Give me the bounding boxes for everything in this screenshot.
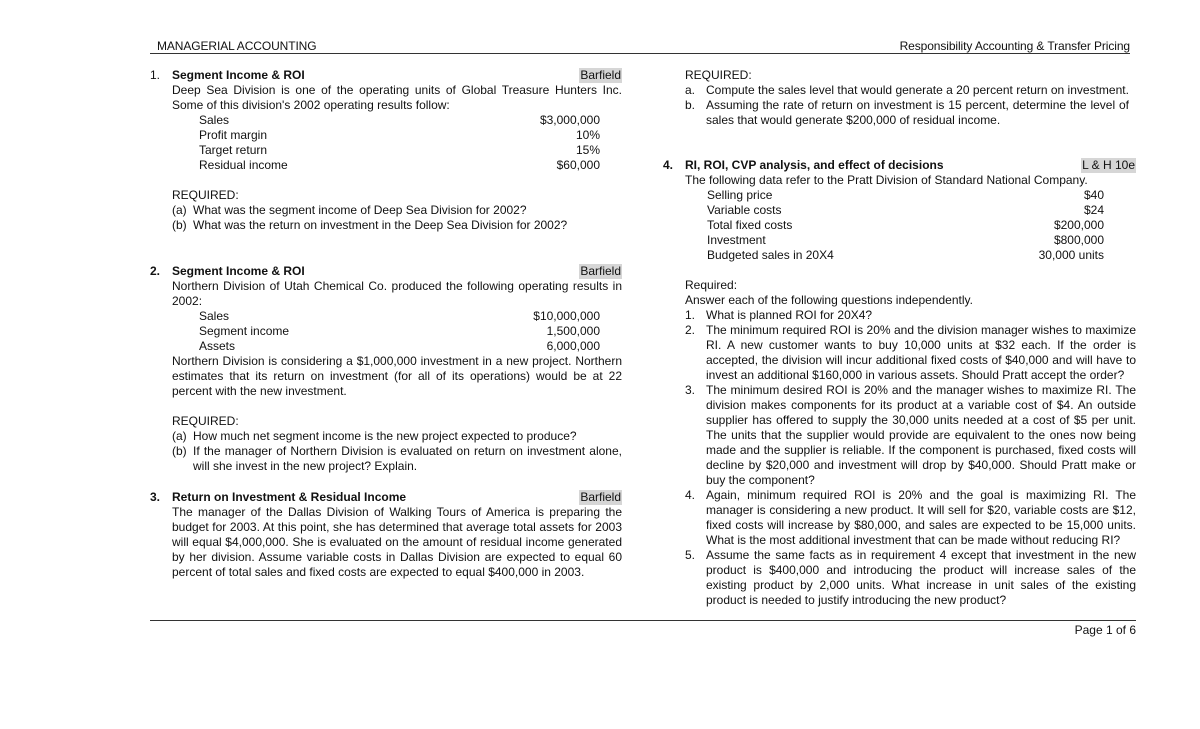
list-item: 3. The minimum desired ROI is 20% and the manager wishes to maximize RI. The division makes components for its product at a variable cost of $4. An outside supplier has offered to supply the 30,000 units needed at a cost of $5 per unit. The units that the supplier would provide are equivalent to the ones now being made and the supplier is reliable. If the component is purchased, fixed costs will decline by $20,000 and investment will drop by $40,000. Should Pratt make or buy the component? — [685, 383, 1136, 487]
problem-1 — [150, 68, 622, 233]
footer-rule — [150, 620, 1136, 621]
data-table — [199, 309, 600, 354]
required-label: Required: — [685, 278, 738, 292]
source-tag: L & H 10e — [1082, 158, 1135, 172]
table-row: Budgeted sales in 20X4 30,000 units — [707, 248, 1104, 262]
list-item: b. Assuming the rate of return on investment is 15 percent, determine the level of sales that would generate $200,000 of residual income. — [685, 98, 1129, 127]
table-row: Investment $800,000 — [707, 233, 1104, 247]
header-left: MANAGERIAL ACCOUNTING — [157, 39, 317, 53]
data-table — [707, 188, 1104, 263]
problem-number: 3. — [150, 490, 161, 504]
table-row: Sales $10,000,000 — [199, 309, 600, 323]
problem-number: 2. — [150, 264, 161, 278]
table-row: Variable costs $24 — [707, 203, 1104, 217]
table-row: Assets 6,000,000 — [199, 339, 600, 353]
list-item: a. Compute the sales level that would generate a 20 percent return on investment. — [685, 83, 1129, 97]
table-row: Target return 15% — [199, 143, 600, 157]
list-item: 4. Again, minimum required ROI is 20% and the goal is maximizing RI. The manager is considering a new product. It will sell for $20, variable costs are $12, fixed costs will increase by $80,000, and sales are expected to be 15,000 units. What is the most additional investment that can be made without reducing RI? — [685, 488, 1136, 547]
problem-3 — [150, 490, 622, 580]
problem-title: Return on Investment & Residual Income Barfield — [172, 490, 621, 504]
header-rule — [150, 53, 1130, 54]
list-item: 5. Assume the same facts as in requirement 4 except that investment in the new product is $400,000 and introducing the product will increase sales of the existing product by 2,000 units. What increase in unit sales of the existing product is needed to justify introducing the new product? — [685, 548, 1136, 607]
problem-intro: Northern Division of Utah Chemical Co. produced the following operating results in 2002: — [172, 279, 622, 308]
source-tag: Barfield — [580, 490, 621, 504]
problem-number: 4. — [663, 158, 674, 172]
list-item: (b) What was the return on investment in the Deep Sea Division for 2002? — [172, 218, 568, 232]
list-item: 2. The minimum required ROI is 20% and the division manager wishes to maximize RI. A new customer wants to buy 10,000 units at $32 each. If the order is accepted, the division will incur additional fixed costs of $40,000 and will have to invest an additional $160,000 in various assets. Should Pratt accept the order? — [685, 323, 1136, 382]
required-label: REQUIRED: — [172, 414, 239, 428]
table-row: Total fixed costs $200,000 — [707, 218, 1104, 232]
required-label: REQUIRED: — [172, 188, 239, 202]
problem-4 — [663, 158, 1136, 608]
list-item: 1. What is planned ROI for 20X4? — [685, 308, 873, 322]
problem-title: Segment Income & ROI Barfield — [172, 264, 621, 278]
problem-number: 1. — [150, 68, 161, 82]
table-row: Selling price $40 — [707, 188, 1104, 202]
problem-text: Northern Division is considering a $1,000,000 investment in a new project. Northern estimates that its return on investment (for all of its operations) would be at 22 percent with the new investment. — [172, 354, 622, 398]
list-item: (a) What was the segment income of Deep Sea Division for 2002? — [172, 203, 527, 217]
required-label: REQUIRED: — [685, 68, 752, 82]
header-right: Responsibility Accounting & Transfer Pricing — [899, 39, 1130, 53]
problem-intro: Deep Sea Division is one of the operating units of Global Treasure Hunters Inc. Some of this division's 2002 operating results follow: — [172, 83, 622, 112]
source-tag: Barfield — [580, 68, 621, 82]
problem-intro: The following data refer to the Pratt Division of Standard National Company. — [685, 173, 1088, 187]
problem-2 — [150, 264, 622, 474]
required-intro: Answer each of the following questions independently. — [685, 293, 973, 307]
problem-title: Segment Income & ROI Barfield — [172, 68, 621, 82]
table-row: Profit margin 10% — [199, 128, 600, 142]
table-row: Residual income $60,000 — [199, 158, 600, 172]
list-item: (b) If the manager of Northern Division is evaluated on return on investment alone, will she invest in the new project? Explain. — [172, 444, 622, 473]
table-row: Segment income 1,500,000 — [199, 324, 600, 338]
source-tag: Barfield — [580, 264, 621, 278]
list-item: (a) How much net segment income is the new project expected to produce? — [172, 429, 577, 443]
problem-intro: The manager of the Dallas Division of Walking Tours of America is preparing the budget for 2003. At this point, she has determined that average total assets for 2003 will equal $4,000,000. She is evaluated on the amount of residual income generated by her division. Assume variable costs in Dallas Division are expected to equal 60 percent of total sales and fixed costs are expected to equal $400,000 in 2003. — [172, 505, 622, 579]
table-row: Sales $3,000,000 — [199, 113, 600, 127]
problem-3-required — [685, 68, 1129, 128]
problem-title: RI, ROI, CVP analysis, and effect of decisions L & H 10e — [685, 158, 1135, 172]
data-table — [199, 113, 600, 173]
page-number: Page 1 of 6 — [1074, 623, 1136, 637]
